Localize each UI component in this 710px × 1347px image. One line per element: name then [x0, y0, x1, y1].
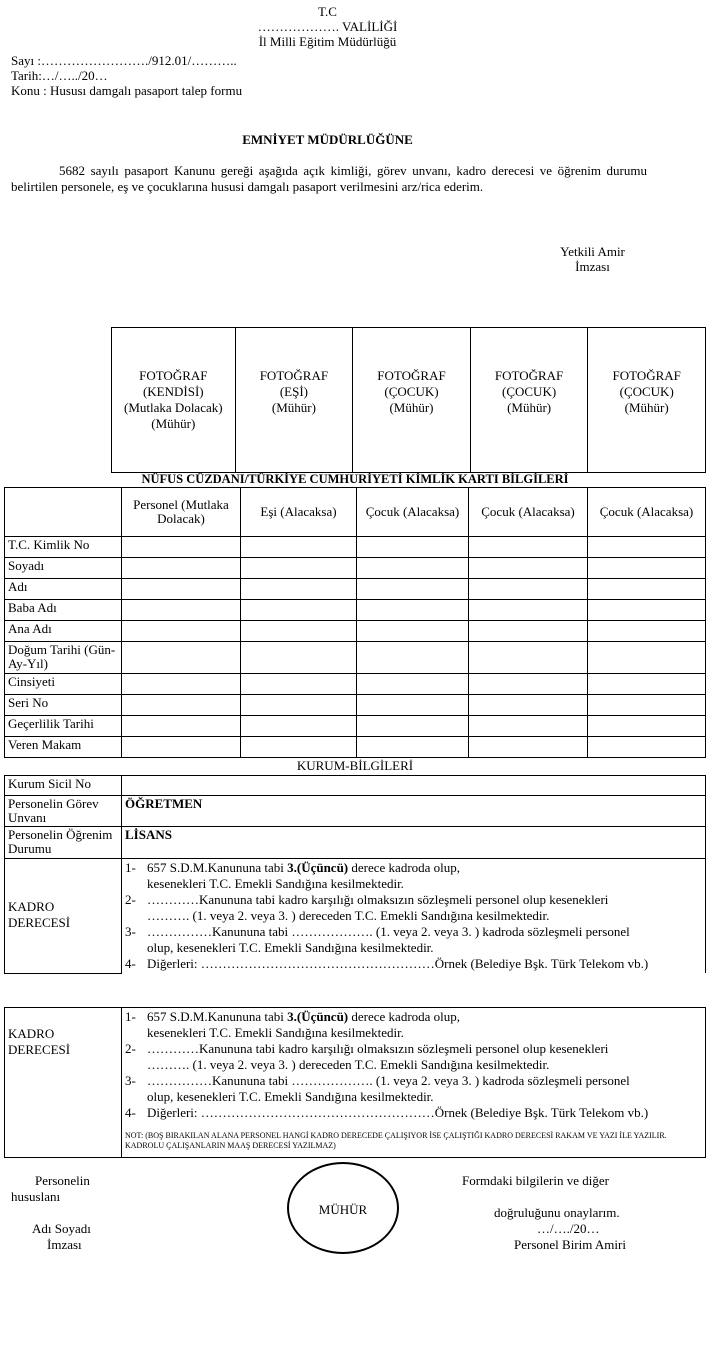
- row-label: Seri No: [5, 695, 122, 716]
- option-bold: 3.(Üçüncü): [287, 1009, 349, 1024]
- identity-input-cell[interactable]: [122, 642, 241, 674]
- header-cell: Çocuk (Alacaksa): [469, 488, 588, 537]
- request-paragraph: 5682 sayılı pasaport Kanunu gereği aşağıda açık kimliği, görev unvanı, kadro derecesi ve öğrenim durumu belirtilen personele, eş ve çocuklarına hususi damgalı pasaport verilmesini arz/rica ederim.: [11, 163, 647, 194]
- footer-right-2: doğruluğunu onaylarım.: [494, 1205, 620, 1220]
- photo-box-spouse[interactable]: [235, 328, 353, 473]
- photo-label: FOTOĞRAF: [494, 368, 564, 383]
- footer-left-1: Personelin: [35, 1173, 90, 1188]
- option-number: 3-: [125, 1073, 136, 1088]
- addressee: EMNİYET MÜDÜRLÜĞÜNE: [242, 132, 413, 147]
- option-number: 4-: [125, 956, 136, 971]
- option-number: 2-: [125, 892, 136, 907]
- kadro-option-1-cont: kesenekleri T.C. Emekli Sandığına kesilmektedir.: [147, 876, 404, 891]
- tc-label: T.C: [318, 4, 337, 19]
- option-text: ……………Kanununa tabi ………………. (1. veya 2. veya 3. ) kadroda sözleşmeli personel: [147, 1073, 630, 1088]
- identity-table-row: [5, 579, 706, 600]
- kadro2-option-1-cont: kesenekleri T.C. Emekli Sandığına kesilmektedir.: [147, 1025, 404, 1040]
- option-text: Diğerleri: ………………………………………………Örnek (Belediye Bşk. Türk Telekom vb.): [147, 956, 649, 971]
- option-number: 3-: [125, 924, 136, 939]
- photo-box-self[interactable]: [112, 328, 236, 473]
- kadro2-option-3: [125, 1073, 702, 1089]
- nufus-section-title: NÜFUS CÜZDANI/TÜRKİYE CUMHURİYETİ KİMLİK KARTI BİLGİLERİ: [141, 472, 569, 486]
- identity-input-cell[interactable]: [241, 558, 357, 579]
- identity-input-cell[interactable]: [357, 558, 469, 579]
- identity-table-row: [5, 642, 706, 674]
- photo-seal: (Mühür): [389, 400, 434, 415]
- identity-input-cell[interactable]: [357, 600, 469, 621]
- footer-right-4: Personel Birim Amiri: [514, 1237, 626, 1252]
- option-text: Diğerleri: ………………………………………………Örnek (Belediye Bşk. Türk Telekom vb.): [147, 1105, 649, 1120]
- identity-input-cell[interactable]: [122, 695, 241, 716]
- ogrenim-value[interactable]: LİSANS: [122, 827, 706, 859]
- authority-signature: [540, 244, 645, 274]
- identity-input-cell[interactable]: [122, 737, 241, 758]
- photo-label: FOTOĞRAF: [139, 368, 208, 383]
- footer-right-3: …/…./20…: [537, 1221, 600, 1236]
- kadro-option-3-cont: olup, kesenekleri T.C. Emekli Sandığına kesilmektedir.: [147, 940, 434, 955]
- identity-input-cell[interactable]: [241, 716, 357, 737]
- kadro2-option-2: [125, 1041, 702, 1057]
- identity-table-row: [5, 737, 706, 758]
- photo-label: FOTOĞRAF: [259, 368, 329, 383]
- option-number: 1-: [125, 1009, 136, 1024]
- header-cell: Eşi (Alacaksa): [241, 488, 357, 537]
- identity-input-cell[interactable]: [122, 674, 241, 695]
- photo-subject: (EŞİ): [279, 384, 308, 399]
- header-cell: Çocuk (Alacaksa): [588, 488, 706, 537]
- identity-input-cell[interactable]: [357, 695, 469, 716]
- option-text: derece kadroda olup,: [348, 1009, 461, 1024]
- identity-input-cell[interactable]: [357, 674, 469, 695]
- identity-table-row: [5, 621, 706, 642]
- photo-subject: (KENDİSİ): [142, 384, 204, 399]
- kadro-option-1: [125, 860, 702, 876]
- identity-input-cell[interactable]: [241, 674, 357, 695]
- identity-input-cell[interactable]: [469, 600, 588, 621]
- identity-input-cell[interactable]: [357, 716, 469, 737]
- row-label: T.C. Kimlik No: [5, 537, 122, 558]
- photo-seal: (Mühür): [507, 400, 552, 415]
- identity-input-cell[interactable]: [357, 621, 469, 642]
- header-cell: Çocuk (Alacaksa): [357, 488, 469, 537]
- gorev-label: Personelin Görev Unvanı: [5, 796, 122, 827]
- identity-input-cell[interactable]: [241, 621, 357, 642]
- row-label: Geçerlilik Tarihi: [5, 716, 122, 737]
- identity-input-cell[interactable]: [469, 642, 588, 674]
- photo-subject: (ÇOCUK): [384, 384, 439, 399]
- identity-input-cell[interactable]: [588, 579, 706, 600]
- identity-input-cell[interactable]: [588, 537, 706, 558]
- option-text: 657 S.D.M.Kanununa tabi: [147, 860, 288, 875]
- kurum-section-title: KURUM-BİLGİLERİ: [296, 758, 414, 773]
- sicil-input[interactable]: [122, 776, 706, 796]
- option-number: 2-: [125, 1041, 136, 1056]
- photo-table: [111, 327, 706, 473]
- header-cell: Personel (Mutlaka Dolacak): [122, 488, 241, 537]
- identity-input-cell[interactable]: [469, 695, 588, 716]
- identity-input-cell[interactable]: [588, 600, 706, 621]
- photo-label: FOTOĞRAF: [377, 368, 446, 383]
- row-label: Adı: [5, 579, 122, 600]
- identity-table-header: [5, 488, 706, 537]
- option-bold: 3.(Üçüncü): [287, 860, 349, 875]
- option-text: 657 S.D.M.Kanununa tabi: [147, 1009, 288, 1024]
- option-text: …………Kanununa tabi kadro karşılığı olmaksızın sözleşmeli personel olup kesenekleri: [147, 892, 609, 907]
- option-text: ……………Kanununa tabi ………………. (1. veya 2. veya 3. ) kadroda sözleşmeli personel: [147, 924, 630, 939]
- footer-right-1: Formdaki bilgilerin ve diğer: [462, 1173, 609, 1188]
- identity-input-cell[interactable]: [241, 600, 357, 621]
- institution-table: [4, 775, 706, 974]
- photo-box-child-3[interactable]: [588, 328, 706, 473]
- identity-input-cell[interactable]: [357, 579, 469, 600]
- identity-input-cell[interactable]: [122, 716, 241, 737]
- kadro2-option-1: [125, 1009, 702, 1025]
- seal-label: MÜHÜR: [318, 1202, 368, 1217]
- identity-input-cell[interactable]: [588, 621, 706, 642]
- identity-input-cell[interactable]: [588, 558, 706, 579]
- photo-label: FOTOĞRAF: [612, 368, 681, 383]
- footer-left-2: hususlanı: [11, 1189, 61, 1204]
- kadro-option-2-cont: ………. (1. veya 2. veya 3. ) dereceden T.C. Emekli Sandığına kesilmektedir.: [147, 908, 550, 923]
- photo-seal: (Mühür): [624, 400, 669, 415]
- identity-table-row: [5, 695, 706, 716]
- identity-input-cell[interactable]: [469, 537, 588, 558]
- identity-input-cell[interactable]: [357, 737, 469, 758]
- identity-table: [4, 487, 706, 758]
- ogrenim-label: Personelin Öğrenim Durumu: [5, 827, 122, 859]
- row-label: Doğum Tarihi (Gün-Ay-Yıl): [5, 642, 122, 674]
- photo-seal: (Mühür): [271, 400, 316, 415]
- konu-field: Konu : Hususı damgalı pasaport talep formu: [11, 83, 243, 98]
- identity-input-cell[interactable]: [241, 737, 357, 758]
- identity-input-cell[interactable]: [122, 558, 241, 579]
- sicil-label: Kurum Sicil No: [5, 776, 122, 796]
- identity-input-cell[interactable]: [588, 642, 706, 674]
- option-number: 1-: [125, 860, 136, 875]
- valilik-label: ………………. VALİLİĞİ: [257, 19, 398, 34]
- signature-label: İmzası: [575, 259, 610, 274]
- row-label: Veren Makam: [5, 737, 122, 758]
- identity-input-cell[interactable]: [241, 537, 357, 558]
- footer-left-4: İmzası: [47, 1237, 82, 1252]
- identity-input-cell[interactable]: [241, 695, 357, 716]
- kadro2-option-3-cont: olup, kesenekleri T.C. Emekli Sandığına kesilmektedir.: [147, 1089, 434, 1104]
- identity-table-row: [5, 716, 706, 737]
- identity-input-cell[interactable]: [469, 558, 588, 579]
- photo-box-child-1[interactable]: [353, 328, 471, 473]
- identity-input-cell[interactable]: [469, 716, 588, 737]
- seal-circle: [287, 1162, 399, 1254]
- photo-subject: (ÇOCUK): [619, 384, 674, 399]
- identity-input-cell[interactable]: [357, 642, 469, 674]
- tarih-field: Tarih:…/…../20…: [11, 68, 108, 83]
- row-label: Soyadı: [5, 558, 122, 579]
- kadro2-option-2-cont: ………. (1. veya 2. veya 3. ) dereceden T.C. Emekli Sandığına kesilmektedir.: [147, 1057, 550, 1072]
- identity-input-cell[interactable]: [122, 537, 241, 558]
- option-text: …………Kanununa tabi kadro karşılığı olmaksızın sözleşmeli personel olup kesenekleri: [147, 1041, 609, 1056]
- footer-left-3: Adı Soyadı: [32, 1221, 91, 1236]
- row-label: Ana Adı: [5, 621, 122, 642]
- kadro2-option-4: [125, 1105, 702, 1121]
- kadro-label: KADRO DERECESİ: [5, 859, 122, 974]
- identity-input-cell[interactable]: [122, 621, 241, 642]
- kadro-label-2: KADRO DERECESİ: [5, 1008, 122, 1158]
- identity-table-row: [5, 674, 706, 695]
- photo-required: (Mutlaka Dolacak): [124, 400, 223, 415]
- identity-input-cell[interactable]: [469, 674, 588, 695]
- identity-input-cell[interactable]: [588, 716, 706, 737]
- letter-meta: [11, 53, 242, 98]
- mudurluk-label: İl Milli Eğitim Müdürlüğü: [258, 34, 397, 49]
- identity-input-cell[interactable]: [357, 537, 469, 558]
- kadro-options-2[interactable]: [122, 1008, 706, 1158]
- identity-table-row: [5, 558, 706, 579]
- signature-title: Yetkili Amir: [560, 244, 625, 259]
- identity-input-cell[interactable]: [241, 579, 357, 600]
- kadro-table-2: [4, 1007, 706, 1158]
- letter-header: [0, 4, 655, 49]
- identity-input-cell[interactable]: [122, 579, 241, 600]
- kadro-option-2: [125, 892, 702, 908]
- identity-input-cell[interactable]: [588, 695, 706, 716]
- option-text: derece kadroda olup,: [348, 860, 461, 875]
- identity-table-row: [5, 600, 706, 621]
- identity-input-cell[interactable]: [469, 579, 588, 600]
- gorev-value[interactable]: ÖĞRETMEN: [122, 796, 706, 827]
- identity-input-cell[interactable]: [588, 674, 706, 695]
- identity-input-cell[interactable]: [122, 600, 241, 621]
- photo-subject: (ÇOCUK): [502, 384, 557, 399]
- identity-input-cell[interactable]: [241, 642, 357, 674]
- kadro-options[interactable]: [122, 859, 706, 974]
- header-cell: [5, 488, 122, 537]
- photo-box-child-2[interactable]: [470, 328, 588, 473]
- identity-input-cell[interactable]: [469, 737, 588, 758]
- identity-input-cell[interactable]: [588, 737, 706, 758]
- sayi-field: Sayı :……………………./912.01/………..: [11, 53, 237, 68]
- identity-input-cell[interactable]: [469, 621, 588, 642]
- kadro-option-4: [125, 956, 702, 972]
- option-number: 4-: [125, 1105, 136, 1120]
- photo-seal: (Mühür): [151, 416, 196, 431]
- identity-table-row: [5, 537, 706, 558]
- kadro-note: NOT: (BOŞ BIRAKILAN ALANA PERSONEL HANGİ KADRO DERECEDE ÇALIŞIYOR İSE ÇALIŞTIĞI KADRO DERECESİ RAKAM VE YAZI İLE YAZILIR. KADROLU ÇALIŞANLARIN MAAŞ DERECESİ YAZILMAZ): [125, 1131, 667, 1150]
- row-label: Baba Adı: [5, 600, 122, 621]
- kadro-option-3: [125, 924, 702, 940]
- row-label: Cinsiyeti: [5, 674, 122, 695]
